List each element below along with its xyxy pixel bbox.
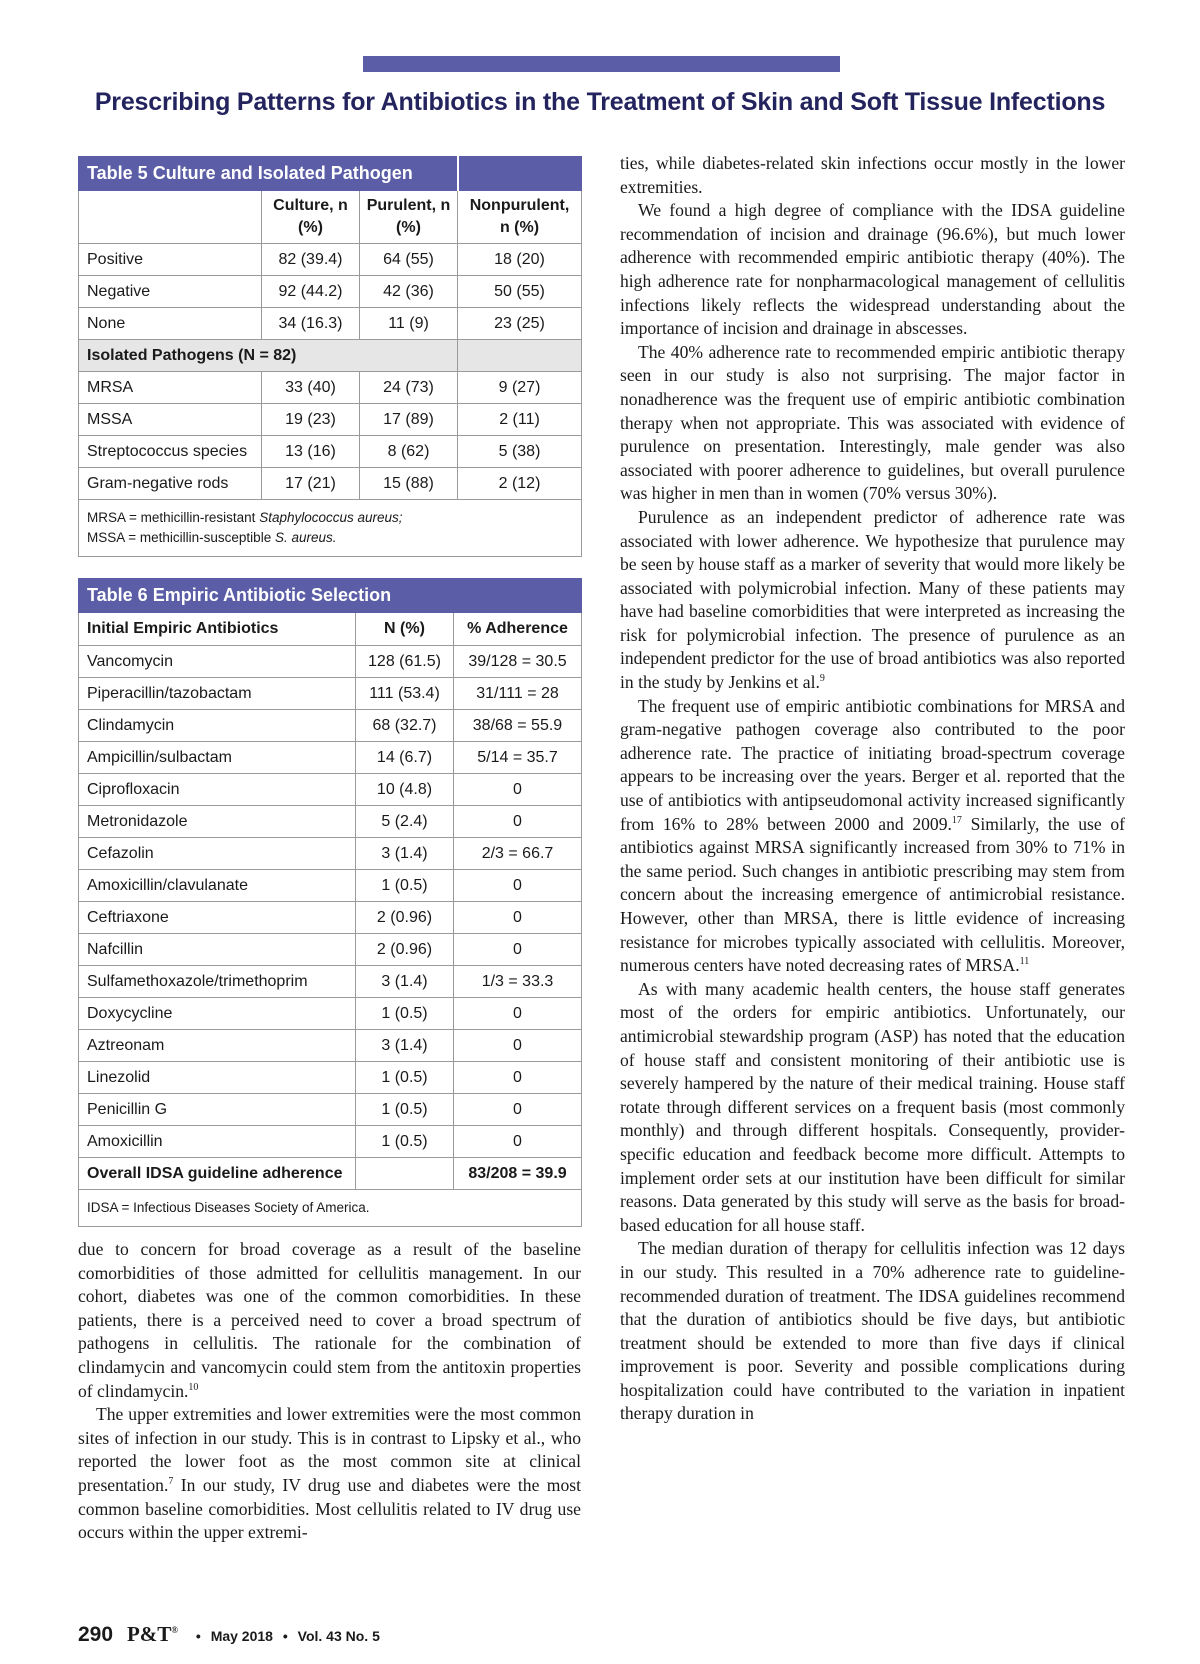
table-row: Positive 82 (39.4) 64 (55) 18 (20)	[79, 244, 582, 276]
paragraph: We found a high degree of compliance with the IDSA guideline recommendation of incision and drainage (96.6%), but much lower adherence with recommended empiric antibiotic therapy (40%). The high adherence rate for nonpharmacological management of cellulitis infections likely reflects the widespread understanding about the importance of incision and drainage in abscesses.	[620, 200, 1125, 339]
column-header: Culture, n (%)	[262, 191, 360, 244]
paragraph: The median duration of therapy for cellulitis infection was 12 days in our study. This resulted in a 70% adherence rate to guideline-recommended duration of treatment. The IDSA guidelines recommend that the duration of antibiotics should be five days, but antibiotic treatment should be extended to more than five days if clinical improvement is poor. Severity and possible complications during hospitalization could have contributed to the variation in inpatient therapy duration in	[620, 1238, 1125, 1424]
table-row: MRSA 33 (40) 24 (73) 9 (27)	[79, 372, 582, 404]
page-number: 290	[78, 1623, 114, 1646]
table-row: Aztreonam 3 (1.4) 0	[79, 1030, 582, 1062]
column-header: % Adherence	[454, 613, 582, 646]
table-6-title: Table 6 Empiric Antibiotic Selection	[79, 579, 582, 613]
paragraph: ties, while diabetes-related skin infections occur mostly in the lower extremities.	[620, 153, 1125, 197]
table-row: Penicillin G 1 (0.5) 0	[79, 1094, 582, 1126]
table-row: Ceftriaxone 2 (0.96) 0	[79, 902, 582, 934]
column-header: N (%)	[356, 613, 454, 646]
table-row: Gram-negative rods 17 (21) 15 (88) 2 (12)	[79, 468, 582, 500]
right-column-text	[620, 152, 1125, 1426]
table-5-title: Table 5 Culture and Isolated Pathogen	[79, 157, 458, 191]
table-6	[78, 578, 582, 1227]
table-section-row	[79, 340, 582, 372]
table-row: Linezolid 1 (0.5) 0	[79, 1062, 582, 1094]
table-5	[78, 156, 582, 557]
paragraph: due to concern for broad coverage as a result of the baseline comorbidities of those admitted for cellulitis management. In our cohort, diabetes was one of the common comorbidities. In these patients, there is a perceived need to cover a broad spectrum of pathogens in cellulitis. The rationale for the combination of clindamycin and vancomycin could stem from the antitoxin properties of clindamycin.$^{10}$	[78, 1239, 581, 1401]
table-5-footnote: MRSA = methicillin-resistant Staphylococcus aureus; MSSA = methicillin-susceptible S. aureus.	[79, 500, 582, 557]
table-total-row: Overall IDSA guideline adherence 83/208 = 39.9	[79, 1158, 582, 1190]
column-header: Purulent, n (%)	[360, 191, 458, 244]
table-row: Piperacillin/tazobactam 111 (53.4) 31/111 = 28	[79, 678, 582, 710]
paragraph: The frequent use of empiric antibiotic combinations for MRSA and gram-negative pathogen coverage also contributed to the poor adherence rate. The practice of initiating broad-spectrum coverage appears to be increasing over the years. Berger et al. reported that the use of antibiotics with antipseudomonal activity increased significantly from 16% to 28% between 2000 and 2009.17 Similarly, the use of antibiotics against MRSA significantly increased from 30% to 71% in the same period. Such changes in antibiotic prescribing may stem from concern about the increasing emergence of antimicrobial resistance. However, other than MRSA, there is little evidence of increasing resistance for microbes typically associated with cellulitis. Moreover, numerous centers have noted decreasing rates of MRSA.$^{11}$	[620, 695, 1125, 976]
table-row: MSSA 19 (23) 17 (89) 2 (11)	[79, 404, 582, 436]
table-row: Ciprofloxacin 10 (4.8) 0	[79, 774, 582, 806]
volume-info: Vol. 43 No. 5	[297, 1628, 380, 1644]
table-row: Clindamycin 68 (32.7) 38/68 = 55.9	[79, 710, 582, 742]
table-row: None 34 (16.3) 11 (9) 23 (25)	[79, 308, 582, 340]
table-6-footnote: IDSA = Infectious Diseases Society of America.	[79, 1190, 582, 1227]
column-header: Initial Empiric Antibiotics	[79, 613, 356, 646]
table-6-body	[79, 646, 582, 1158]
column-header: Nonpurulent, n (%)	[458, 191, 582, 244]
issue-date: May 2018	[210, 1628, 273, 1644]
table-row: Ampicillin/sulbactam 14 (6.7) 5/14 = 35.7	[79, 742, 582, 774]
table-row: Amoxicillin/clavulanate 1 (0.5) 0	[79, 870, 582, 902]
table-row: Vancomycin 128 (61.5) 39/128 = 30.5	[79, 646, 582, 678]
table-row: Sulfamethoxazole/trimethoprim 3 (1.4) 1/3 = 33.3	[79, 966, 582, 998]
paragraph: The 40% adherence rate to recommended empiric antibiotic therapy seen in our study is also not surprising. The major factor in nonadherence was the frequent use of empiric antibiotic combination therapy when not appropriate. This was associated with evidence of purulence on presentation. Interestingly, male gender was also associated with poorer adherence to guidelines, but overall purulence was higher in men than in women (70% versus 30%).	[620, 341, 1125, 504]
header-accent-bar	[363, 56, 840, 72]
table-row: Amoxicillin 1 (0.5) 0	[79, 1126, 582, 1158]
journal-name: P&T®	[126, 1622, 178, 1646]
section-label: Isolated Pathogens (N = 82)	[79, 340, 458, 372]
table-row: Doxycycline 1 (0.5) 0	[79, 998, 582, 1030]
page-title: Prescribing Patterns for Antibiotics in the Treatment of Skin and Soft Tissue Infections	[94, 88, 1106, 116]
table-row: Negative 92 (44.2) 42 (36) 50 (55)	[79, 276, 582, 308]
page-footer: 290 P&T® • May 2018 • Vol. 43 No. 5	[78, 1622, 380, 1646]
paragraph: As with many academic health centers, the house staff generates most of the orders for empiric antibiotics. Unfortunately, our antimicrobial stewardship program (ASP) has noted that the education of house staff and consistent monitoring of their antibiotic use is severely hampered by the nature of their medical training. House staff rotate through different services on a frequent basis (most commonly monthly) and through different hospitals. Consequently, provider-specific education and feedback become more difficult. Attempts to implement order sets at our institution have been difficult for similar reasons. Data generated by this study will serve as the basis for broad-based education for all house staff.	[620, 978, 1125, 1235]
paragraph: Purulence as an independent predictor of adherence rate was associated with lower adherence. We hypothesize that purulence may be seen by house staff as a marker of severity that would more likely be associated with polymicrobial infection. Many of these patients may have had baseline comorbidities that were interpreted as increasing the risk for polymicrobial infection. The presence of purulence as an independent predictor for the use of broad antibiotics was also reported in the study by Jenkins et al.$^9$	[620, 506, 1125, 693]
table-row: Metronidazole 5 (2.4) 0	[79, 806, 582, 838]
paragraph: The upper extremities and lower extremities were the most common sites of infection in our study. This is in contrast to Lipsky et al., who reported the lower foot as the most common site at clinical presentation.$^7$ In our study, IV drug use and diabetes were the most common baseline comorbidities. Most cellulitis related to IV drug use occurs within the upper extremi-	[78, 1404, 581, 1543]
table-row: Streptococcus species 13 (16) 8 (62) 5 (38)	[79, 436, 582, 468]
table-row: Cefazolin 3 (1.4) 2/3 = 66.7	[79, 838, 582, 870]
table-row: Nafcillin 2 (0.96) 0	[79, 934, 582, 966]
left-column-text	[78, 1238, 581, 1545]
